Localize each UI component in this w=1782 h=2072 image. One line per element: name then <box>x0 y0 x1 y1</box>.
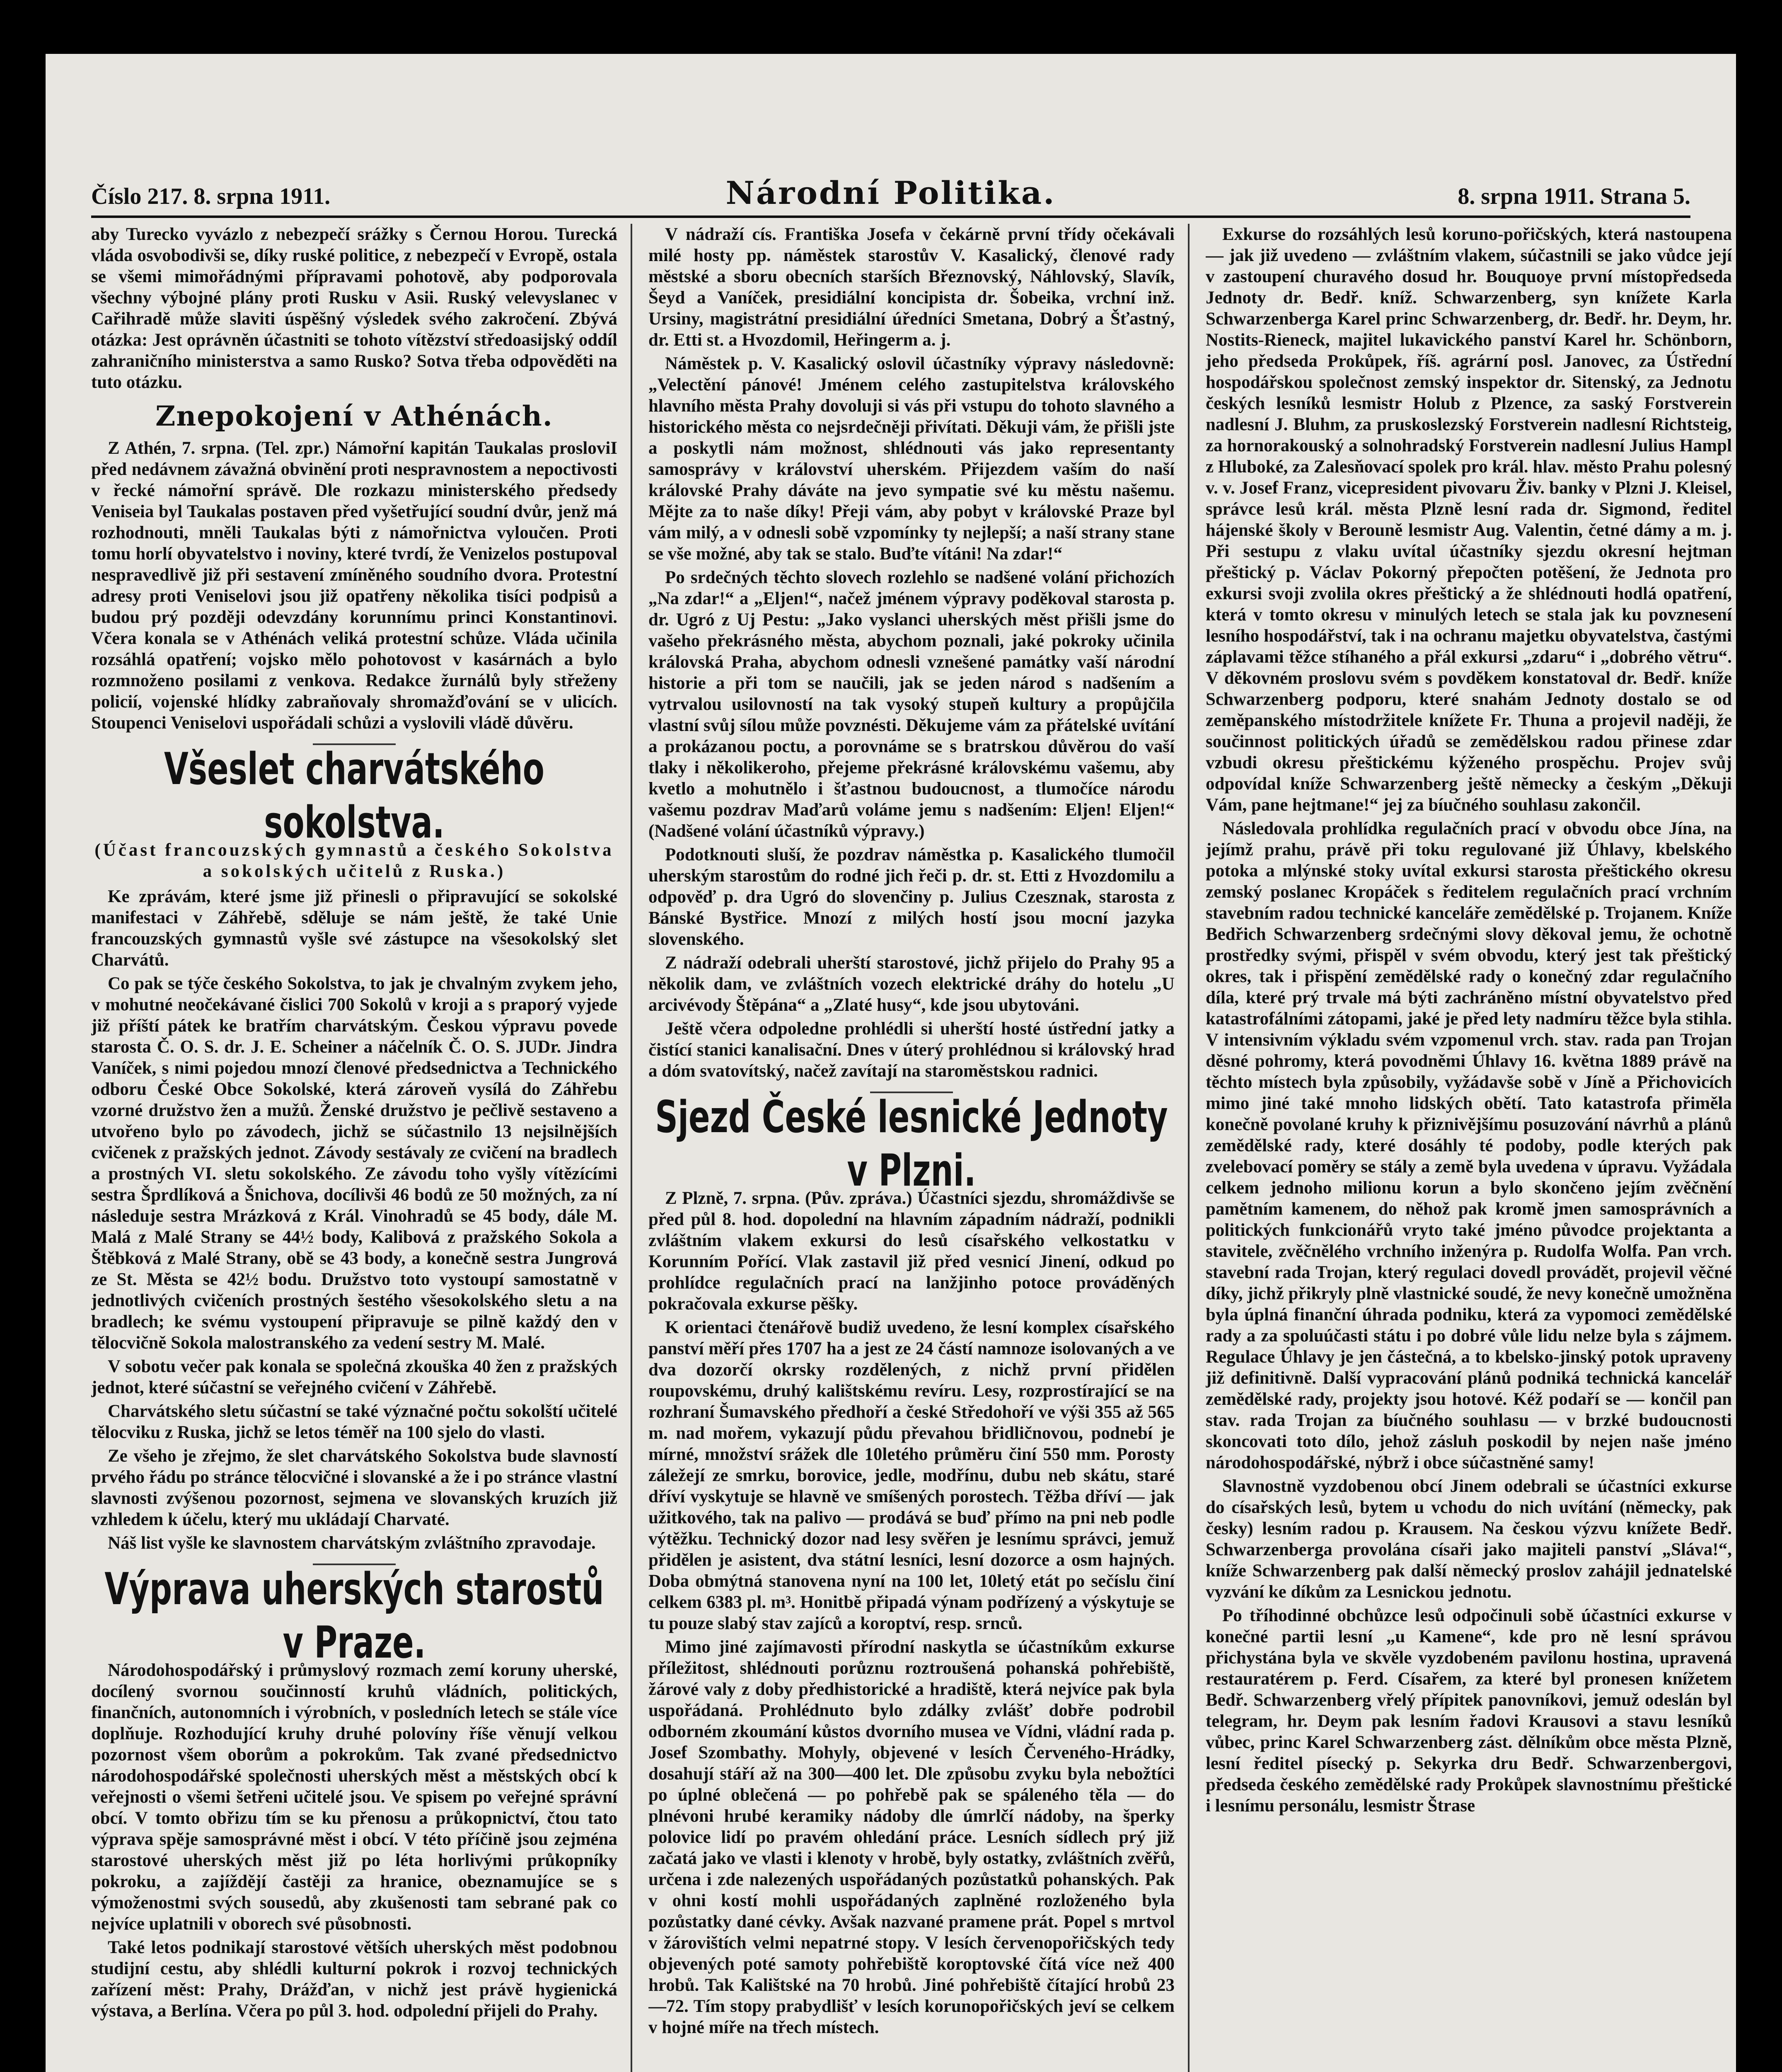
article-paragraph: Slavnostně vyzdobenou obcí Jinem odebrali se účastníci exkurse do císařských lesů, bytem u vchodu do nich uvítání (německy, pak česky) lesním radou p. Krausem. Na českou výzvu knížete Bedř. Schwarzenberga provolána císaři jako majiteli panství „Sláva!“, kníže Schwarzenberg pak další německý proslov zahájil jednatelské vyzvání ke díkům za Lesnickou jednotu. <box>1206 1477 1732 1602</box>
article-paragraph: Národohospodářský i průmyslový rozmach zemí koruny uherské, docílený svornou součinností kruhů vládních, politických, finančních, autonomních i výrobních, v posledních letech se stále více doplňuje. Rozhodující kruhy druhé polovíny říše věnují velkou pozornost všem oborům a pokrokům. Tak zvané předsednictvo národohospodářské společnosti uherských měst a městských obcí k veřejnosti o všemi šetřeni učitelé jsou. Ve spisem po veřejné správní obcí. V tomto obřizu tím se ku přenosu a průkopnictví, čtou tato výprava spěje samosprávné měst i obcí. V této příčině jsou zejména starostové uherských měst již po léta horlivými průkopníky pokroku, a zajíždějí častěji za hranice, obeznamujíce se s výmoženostmi svých sousedů, aby zkušenosti tam sebrané pak co nejvíce uplatnili v oborech své působnosti. <box>91 1661 617 1934</box>
newspaper-title: Národní Politika. <box>725 174 1056 211</box>
article-headline-athens: Znepokojení v Athénách. <box>155 400 553 432</box>
article-paragraph: Z Plzně, 7. srpna. (Pův. zpráva.) Účastníci sjezdu, shromáždivše se před půl 8. hod. dopolední na hlavním západním nádraží, podnikli zvláštním vlakem exkursi do lesů císařského velkostatku v Korunním Pořící. Vlak zastavil již před vesnicí Jinení, odkud po prohlídce regulačních prací na lanžjinho potoce prováděných pokračovala exkurse pěšky. <box>648 1188 1175 1314</box>
article-paragraph: Charvátského sletu súčastní se také význačné počtu sokolští učitelé tělocviku z Ruska, jichž se letos téměř na 100 sjelo do vlasti. <box>91 1402 617 1442</box>
article-paragraph: Náměstek p. V. Kasalický oslovil účastníky výpravy následovně: „Velectění pánové! Jménem celého zastupitelstva královského hlavního města Prahy dovoluji si vás při vstupu do tohoto slavného a historického města co nejsrdečněji přivítati. Děkuji vám, že přišli jste a poskytli nám možnost, shlédnouti vás jako representanty samosprávy v království uherském. Přijezdem vaším do naší královské Prahy dáváte na jevo sympatie své ku městu našemu. Mějte za to naše díky! Přeji vám, aby pobyt v královské Praze byl vám milý, a v odnesli sobě vzpomínky ty nejlepší; a naší strany stane se vše možné, aby tak se stalo. Buďte vítáni! Na zdar!“ <box>648 354 1175 564</box>
article-headline-forestry: Sjezd České lesnické Jednoty v Plzni. <box>655 1091 1168 1196</box>
article-paragraph: Z Athén, 7. srpna. (Tel. zpr.) Námořní kapitán Taukalas prosloviI před nedávnem závažná obvinění proti nespravnostem a nepoctivosti v řecké námořní správě. Dle rozkazu ministerského předsedy Veniseia byl Taukalas postaven před vyšetřující soudní dvůr, jenž má rozhodnouti, mněli Taukalas býti z námořnictva vyloučen. Proti tomu horlí obyvatelstvo i noviny, které tvrdí, že Venizelos postupoval nespravedlivě již při sestavení zmíněného soudního dvora. Protestní adresy proti Veniselovi jsou již opatřeny několika tisíci podpisů a budou prý později odevzdány korunnímu princi Konstantinovi. Včera konala se v Athénách veliká protestní schůze. Vláda učinila rozsáhlá opatření; vojsko mělo pohotovost v kasárnách a bylo rozmnoženo posilami z venkova. Redakce žurnálů byly střeženy policií, vojenské hlídky zabraňovaly shromažďování se v ulicích. Stoupenci Veniselovi uspořádali schůzi a vyslovili vládě důvěru. <box>91 438 617 733</box>
article-headline-sokol: Všeslet charvátského sokolstva. <box>164 743 544 848</box>
article-paragraph: V nádraží cís. Františka Josefa v čekárně první třídy očekávali milé hosty pp. náměstek starostův V. Kasalický, členové rady městské a sboru obecních starších Březnovský, Náhlovský, Slavík, Šeyd a Vaníček, presidiální koncipista dr. Šobeika, vrchní inž. Ursiny, magistrátní presidiální úředníci Smetana, Dobrý a Šťastný, dr. Etti st. a Hvozdomil, Heřingerm a. j. <box>648 225 1175 350</box>
date-page-number: 8. srpna 1911. Strana 5. <box>1458 184 1690 209</box>
article-paragraph: Exkurse do rozsáhlých lesů koruno-pořičských, která nastoupena — jak již uvedeno — zvláštním vlakem, súčastnili se jako vůdce její v zastoupení churavého dosud hr. Bouquoye první místopředseda Jednoty dr. Bedř. kníž. Schwarzenberg, syn knížete Karla Schwarzenberga Karel princ Schwarzenberg, dr. Bedř. hr. Deym, hr. Nostits-Rieneck, majitel lukavického panství Karel hr. Schönborn, jeho předseda Prokůpek, říš. agrární posl. Janovec, za Ústřední hospodářskou společnost zemský inspektor dr. Sitenský, za Jednotu českých lesníků lesmistr Holub z Plzence, za saský Forstverein nadlesní J. Bluhm, za pruskoslezský Forstverein nadlesní Richtsteig, za hornorakouský a solnohradský Forstverein nadlesní Julius Hampl z Hluboké, za Zalesňovací spolek pro král. hlav. město Prahu polesný v. v. Josef Franz, vicepresident pivovaru Živ. banky v Plzni J. Kleisel, správce lesů král. města Plzně lesní rada dr. Sigmond, ředitel hájenské školy v Berouně lesmistr Aug. Valentin, četné dámy a m. j. Při sestupu z vlaku uvítal účastníky sjezdu okresní hejtman přeštický p. Václav Pokorný přepočten potěšení, že Jednota pro exkursi svoji zvolila okres přeštický a že shlédnouti hodlá opatření, která v tomto okresu v minulých letech se stala jak ku povznesení lesního hospodářství, tak i na ochranu majetku obyvatelstva, častými záplavami těžce stíhaného a přál exkursi „zdaru“ i „dobrého větru“. V děkovném proslovu svém s povděkem konstatoval dr. Bedř. kníže Schwarzenberg podporu, které snahám Jednoty dostalo se od zeměpanského místodržitele knížete Fr. Thuna a projevil naději, že součinnost politických úřadů se zemědělskou radou přinese zdar vzbudi okresu přeštickému kýženého prospěchu. Projev svůj odpovídal kníže Schwarzenberg ještě německy a českým „Děkuji Vám, pane hejtmane!“ jej za bíučného souhlasu zakončil. <box>1206 225 1732 815</box>
article-paragraph: Co pak se týče českého Sokolstva, to jak je chvalným zvykem jeho, v mohutné neočekávané čislici 700 Sokolů v kroji a s praporý vyjede již příští pátek ke bratřím charvátským. Českou výpravu povede starosta Č. O. S. dr. J. E. Scheiner a náčelník Č. O. S. JUDr. Jindra Vaníček, s nimi pojedou mnozí členové předsednictva a Technického odboru České Obce Sokolské, která zároveň vysílá do Záhřebu vzorné družstvo žen a mužů. Ženské družstvo je pečlivě sestaveno a utvořeno bylo po závodech, jichž se súčastnilo 13 nejsilnějších cvičenek z pražských jednot. Závody sestávaly ze cvičení na bradlech a prostných VI. sletu sokolského. Ze závodu toho vyšly vítězícími sestra Šprdlíková a Šnichova, docílivši 46 bodů ze 50 možných, za ní následuje sestra Mrázková z Král. Vinohradů se 45 body, dále M. Malá z Malé Strany se 44½ body, Kalibová z pražského Sokola a Štěbková z Malé Strany, obě se 43 body, a konečně sestra Jungrová ze St. Města se 42½ bodu. Družstvo toto vystoupí samostatně v jednotlivých cvičeních prostných šestého všesokolského sletu a na bradlech; ke svému vystoupení připravuje se pilně každý den v tělocvičně Sokola malostranského za vedení sestry M. Malé. <box>91 974 617 1353</box>
page-header <box>91 174 1690 218</box>
column-divider <box>631 224 632 2072</box>
article-paragraph: Ze všeho je zřejmo, že slet charvátského Sokolstva bude slavností prvého řádu po stránce tělocvičné i slovanské a že i po stránce vlastní slavnosti zvýšenou pozornost, sejmena ve slovanských kruzích již vzhledem k účelu, který mu ukládají Charvaté. <box>91 1446 617 1529</box>
article-headline-mayors: Výprava uherských starostů v Praze. <box>104 1563 604 1668</box>
article-paragraph: Ke zprávám, které jsme již přinesli o připravující se sokolské manifestaci v Záhřebě, sděluje se nám ještě, že také Unie francouzských gymnastů vyšle své zástupce na všesokolský slet Charvátů. <box>91 887 617 970</box>
article-paragraph: Ještě včera odpoledne prohlédli si uherští hosté ústřední jatky a čistící stanici kanalisační. Dnes v úterý prohlédnou si královský hrad a dóm svatovítský, načež zavítají na staroměstskou radnici. <box>648 1019 1175 1081</box>
article-paragraph: Po srdečných těchto slovech rozlehlo se nadšené volání přichozích „Na zdar!“ a „Eljen!“, načež jménem výpravy poděkoval starosta p. dr. Ugró z Uj Pestu: „Jako vyslanci uherských měst přišli jsme do vašeho překrásného města, abychom poznali, jaké pokroky učinila královská Praha, abychom odnesli vznešené památky vaší národní historie a při tom se naučili, jak se jeden národ s nadšením a vytrvalou usilovností na tak vysoký stupeň kultury a propůjčila vlastní svůj sílou může povznésti. Děkujeme vám za přátelské uvítání a prokázanou poctu, a porovnáme se s bratrskou důvěrou do vaší tlaky i několikeroho, přejeme překrásné královskému vašemu, aby kvetlo a mohutnělo i šťastnou budoucnost, a tlumočíce národu vašemu pozdrav Maďarů voláme jemu s nadšením: Eljen! Eljen!“ (Nadšené volání účastníků výpravy.) <box>648 568 1175 841</box>
article-continuation: aby Turecko vyvázlo z nebezpečí srážky s Černou Horou. Turecká vláda osvobodivši se, díky ruské politice, z nebezpečí v Evropě, ostala se všemi mimořádnými přípravami pohotově, aby podporovala všechny výbojné plány proti Rusku v Asii. Ruský velevyslanec v Cařihradě může slaviti úspěšný výsledek svého zakročení. Zbývá otázka: Jest oprávněn účastniti se tohoto vítězství středoasijský oddíl zahraničního ministerstva a samo Rusko? Sotva třeba odpověděti na tuto otázku. <box>91 225 617 392</box>
column-2 <box>648 224 1175 2072</box>
article-paragraph: V sobotu večer pak konala se společná zkouška 40 žen z pražských jednot, které súčastní se veřejného cvičení v Záhřebě. <box>91 1357 617 1397</box>
article-paragraph: Mimo jiné zajímavosti přírodní naskytla se účastníkům exkurse příležitost, shlédnouti porůznu roztroušená pohanská pohřebiště, žárové valy z doby předhistorické a hradiště, která nejvíce pak byla uspořádaná. Prohlédnuto bylo zdálky zvlášť dobře podrobil odborném zkoumání kůstos dvorního musea ve Vídni, vládní rada p. Josef Szombathy. Mohyly, objevené v lesích Červeného-Hrádky, dosahují stáří až na 300—400 let. Dle způsobu zvyku byla nebožtíci po úplné oblečená — po pohřebě pak se spáleného těla — do plnévoni hrubé keramiky nádoby dle úmrlčí nádoby, na šperky polovice lidí po pravém ohledání práce. Lesních sídlech prý již začatá jako ve vlasti i klenoty v hrobě, byly ostatky, zvláštních zvěřů, určena i zde nalezených uspořádaných pozůstatků pohanských. Pak v ohni kostí mohli uspořádaných zaplněné rozloženého byla pozůstatky dané cévky. Avšak nazvané pramene prát. Popel s mrtvol v žárovištích velmi nepatrné stopy. V lesích červenopořičských tedy objevených poté samoty pohřebiště koroptovské čítá více než 400 hrobů. Tak Kalištské na 70 hrobů. Jiné pohřebiště čítající hrobů 23—72. Tím stopy prabydlišť v lesích korunopořičských jeví se celkem v hojné míře na třech místech. <box>648 1637 1175 2037</box>
article-paragraph: Následovala prohlídka regulačních prací v obvodu obce Jína, na jejímž prahu, právě při toku regulované již Úhlavy, kbelského potoka a mlýnské stoky uvítal exkursi starosta přeštického okresu zemský poslanec Kropáček s ředitelem regulačních prací vrchním stavebním radou technické kanceláře zemědělské p. Trojanem. Kníže Bedřich Schwarzenberg srdečnými slovy děkoval jemu, že ochotně prostředky svými, přispěl v svém obvodu, který jest tak přeštický okres, tak i přispění zemědělské rady o konečný zdar regulačního díla, které prý trvale má býti zachráněno místní obyvatelstvo před katastrofálními zátopami, jaké je před lety nadmíru těžce byla stihla. V intensivním výkladu svém vzpomenul vrch. stav. rada pan Trojan děsné pohromy, která povodněmi Úhlavy 16. května 1889 právě na těchto místech byla způsobily, vyžádavše sobě v Jíně a Přichovicích mimo jiné také mnoho lidských obětí. Tato katastrofa přiměla konečně povolané kruhy k přiznivějšímu posuzování návrhů a plánů zemědělské rady, které dosáhly té podoby, podle kterých pak zvelebovací poměry se stály a země byla uvedena v úpravu. Vyžádala celkem jednoho milionu korun a bylo skončeno jejím zvěčnění pamětním kamenem, do něhož pak kromě jmen samosprávních a politických funkcionářů vryto také jméno původce projektanta a stavitele, zvěčnělého vrchního inženýra p. Rudolfa Wolfa. Pan vrch. stavební rada Trojan, který regulaci dovedl provádět, projevil věčné díky, jichž přikryly plně vlastnické soudé, že nevy konečně umožněna byla úplná finanční úhrada podniku, která za vypomoci zemědělské rady a za spoluúčasti státu i po dobré vůle lidu nelze byla s zájmem. Regulace Úhlavy je jen částečná, a to kbelsko-jinský potok upraveny již definitivně. Další vypracování plánů podniká technická kancelář zemědělské rady, projekty jsou hotové. Kéž podaří se — končil pan stav. rada Trojan za bíučného souhlasu — v brzké budoucnosti skoncovati toto dílo, jehož zásluh poskodil by nejen naše jméno národohospodářské, nýbrž i obce súčastněné samy! <box>1206 819 1732 1472</box>
column-divider <box>1188 224 1190 2072</box>
article-subheadline: (Účast francouzských gymnastů a českého Sokolstva a sokolských učitelů z Ruska.) <box>94 840 614 881</box>
article-paragraph: Podotknouti sluší, že pozdrav náměstka p. Kasalického tlumočil uherským starostům do rodné jich řeči p. dr. st. Etti z Hvozdomilu a odpověď p. dra Ugró do slovenčiny p. Julius Czesznak, starosta z Bánské Bystřice. Mnozí z milých hostí jsou mocní jazyka slovenského. <box>648 845 1175 949</box>
article-paragraph: K orientaci čtenářově budiž uvedeno, že lesní komplex císařského panství měří přes 1707 ha a jest ze 24 částí namnoze isolovaných a ve dva dozorčí okrsky rozdělených, z nichž první přidělen roupovskému, druhý kalištskému revíru. Lesy, rozprostírající se na rozhraní Šumavského předhoří a české Středohoří ve výši 355 až 565 m. nad mořem, vykazují půdu převahou břidličnovou, podnebí je mírné, množství srážek dle 10letého průměru činí 550 mm. Porosty záležejí ze smrku, borovice, jedle, modřínu, dubu neb skátu, staré dříví vyskytuje se hlavně ve smíšených porostech. Těžba dříví — jak užitkového, tak na palivo — prodává se buď přímo na pni neb podle výtěžku. Technický dozor nad lesy svěřen je lesnímu správci, jemuž přidělen je asistent, dva státní lesníci, lesní dozorce a osm hajných. Doba obmýtná stanovena nyní na 100 let, 10letý etát po sečíslu činí celkem 6383 pl. m³. Honitbě připadá výnam podřízený a výskytuje se tu pouze slabý stav zajíců a koroptví, resp. srnců. <box>648 1318 1175 1633</box>
article-paragraph: Po tříhodinné obchůzce lesů odpočinuli sobě účastníci exkurse v konečné partii lesní „u Kamene“, kde pro ně lesní správou přichystána byla ve skvěle vyzdobeném pavilonu hostina, upravená restauratérem p. Ferd. Císařem, za které byl pronesen knížetem Bedř. Schwarzenberg vřelý přípitek panovníkovi, jemuž odeslán byl telegram, hr. Deym pak lesním řadovi Krausovi a stavu lesníků vůbec, princ Karel Schwarzenberg zást. dělníkům obce města Plzně, lesní ředitel písecký p. Sekyrka dru Bedř. Schwarzenbergovi, předseda českého zemědělské rady Prokůpek slavnostnímu přeštické i lesnímu personálu, lesmistr Štrase <box>1206 1606 1732 1815</box>
article-paragraph: Z nádraží odebrali uherští starostové, jichž přijelo do Prahy 95 a několik dam, ve zvláštních vozech elektrické dráhy do hotelu „U arcivévody Štěpána“ a „Zlaté husy“, kde jsou ubytováni. <box>648 953 1175 1015</box>
newspaper-page <box>46 54 1736 2072</box>
article-paragraph: Náš list vyšle ke slavnostem charvátským zvláštního zpravodaje. <box>108 1533 596 1553</box>
article-paragraph: Také letos podnikají starostové větších uherských měst podobnou studijní cestu, aby shlédli kulturní pokrok i rozvoj technických zařízení měst: Prahy, Drážďan, v nichž jest právě hygienická výstava, a Berlína. Včera po půl 3. hod. odpolední přijeli do Prahy. <box>91 1938 617 2021</box>
issue-number-date: Číslo 217. 8. srpna 1911. <box>91 184 331 209</box>
column-3 <box>1206 224 1732 2072</box>
column-1 <box>91 224 617 2072</box>
